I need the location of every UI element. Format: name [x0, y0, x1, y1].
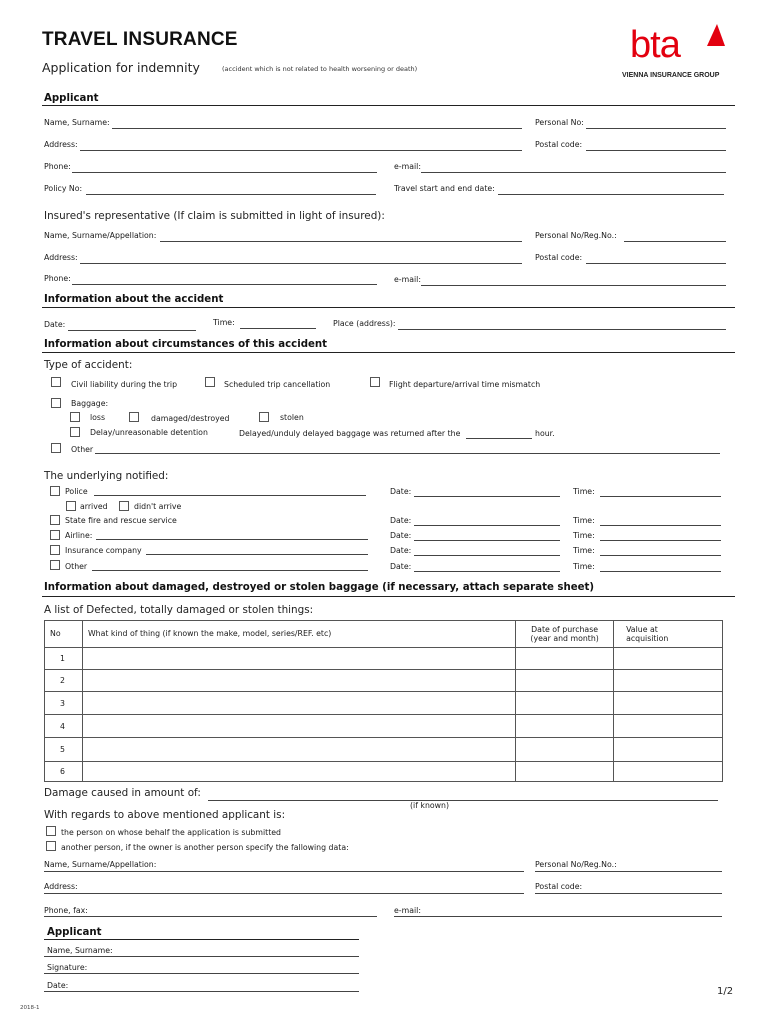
footer-applicant-heading: Applicant	[47, 927, 102, 938]
rep-phone-label: Phone:	[44, 274, 71, 283]
rep-email-label: e-mail:	[394, 275, 421, 284]
things-table-header	[45, 621, 723, 648]
things-table	[44, 620, 723, 782]
logo-group-text: VIENNA INSURANCE GROUP	[622, 72, 720, 79]
type-of-accident-heading: Type of accident:	[44, 359, 133, 371]
police-field[interactable]	[94, 495, 366, 496]
owner-phone-field[interactable]	[44, 916, 377, 917]
footer-name-field[interactable]	[44, 956, 359, 957]
if-known-label: (if known)	[410, 801, 450, 810]
row-date-cell[interactable]	[516, 715, 614, 738]
rep-name-label: Name, Surname/Appellation:	[44, 231, 157, 240]
row-value-cell[interactable]	[614, 692, 723, 715]
row-thing-cell[interactable]	[82, 648, 515, 670]
page-number: 1/2	[717, 986, 734, 997]
insurance-time-field[interactable]	[600, 555, 721, 556]
police-date-label: Date:	[390, 487, 412, 496]
baggage-label: Baggage:	[71, 399, 109, 408]
loss-label: loss	[90, 413, 106, 422]
table-row	[45, 648, 723, 670]
other-time-field[interactable]	[600, 571, 721, 572]
fire-checkbox[interactable]	[50, 515, 60, 525]
owner-postal-field[interactable]	[535, 893, 722, 894]
applicant-postal-field[interactable]	[586, 150, 726, 151]
other-notified-field[interactable]	[92, 570, 368, 571]
footer-signature-label: Signature:	[47, 963, 88, 972]
rep-address-field[interactable]	[80, 263, 522, 264]
applicant-heading: Applicant	[44, 93, 99, 104]
applicant-personal-no-field[interactable]	[586, 128, 726, 129]
loss-checkbox[interactable]	[70, 412, 80, 422]
applicant-personal-no-label: Personal No:	[535, 118, 584, 127]
applicant-postal-label: Postal code:	[535, 140, 583, 149]
applicant-divider	[42, 105, 735, 106]
row-date-cell[interactable]	[516, 670, 614, 692]
damage-amount-field[interactable]	[208, 800, 718, 801]
scheduled-cancel-label: Scheduled trip cancellation	[224, 380, 331, 389]
scheduled-cancel-checkbox[interactable]	[205, 377, 215, 387]
footer-date-label: Date:	[47, 981, 69, 990]
insurance-field[interactable]	[146, 554, 368, 555]
row-value-cell[interactable]	[614, 648, 723, 670]
owner-email-label: e-mail:	[394, 906, 421, 915]
baggage-info-divider	[42, 596, 735, 597]
row-number: 4	[45, 715, 83, 738]
owner-email-field[interactable]	[394, 916, 722, 917]
rep-postal-field[interactable]	[586, 263, 726, 264]
row-thing-cell[interactable]	[82, 715, 515, 738]
row-thing-cell[interactable]	[82, 762, 515, 782]
stolen-label: stolen	[280, 413, 304, 422]
applicant-travel-dates-field[interactable]	[498, 194, 724, 195]
col-value	[614, 621, 723, 648]
civil-liability-checkbox[interactable]	[51, 377, 61, 387]
delayed-returned-label: Delayed/unduly delayed baggage was returned after the	[239, 429, 461, 438]
insurance-date-label: Date:	[390, 546, 412, 555]
damage-amount-label: Damage caused in amount of:	[44, 787, 201, 799]
airline-time-label: Time:	[573, 531, 595, 540]
applicant-name-label: Name, Surname:	[44, 118, 110, 127]
airline-label: Airline:	[65, 531, 93, 540]
notified-heading: The underlying notified:	[44, 470, 169, 482]
fire-date-label: Date:	[390, 516, 412, 525]
delayed-hours-field[interactable]	[466, 438, 532, 439]
row-thing-cell[interactable]	[82, 738, 515, 762]
rep-personal-no-label: Personal No/Reg.No.:	[535, 231, 617, 240]
row-number: 5	[45, 738, 83, 762]
other-accident-checkbox[interactable]	[51, 443, 61, 453]
hour-label: hour.	[535, 429, 555, 438]
didnt-arrive-label: didn't arrive	[134, 502, 182, 511]
table-row	[45, 715, 723, 738]
police-date-field[interactable]	[414, 496, 560, 497]
baggage-info-heading: Information about damaged, destroyed or stolen baggage (if necessary, attach separate sheet)	[44, 582, 595, 593]
owner-self-label: the person on whose behalf the application is submitted	[61, 828, 281, 837]
accident-place-label: Place (address):	[333, 319, 396, 328]
form-version: 2018-1	[20, 1005, 40, 1011]
other-date-field[interactable]	[414, 571, 560, 572]
form-subtitle: Application for indemnity	[42, 60, 200, 75]
didnt-arrive-checkbox[interactable]	[119, 501, 129, 511]
flight-mismatch-label: Flight departure/arrival time mismatch	[389, 380, 541, 389]
regards-label: With regards to above mentioned applicant is:	[44, 809, 286, 821]
owner-address-field[interactable]	[44, 893, 524, 894]
footer-name-label: Name, Surname:	[47, 946, 113, 955]
bta-logo	[620, 20, 730, 82]
insurance-label: Insurance company	[65, 546, 142, 555]
applicant-phone-label: Phone:	[44, 162, 71, 171]
applicant-phone-field[interactable]	[72, 172, 377, 173]
owner-postal-label: Postal code:	[535, 882, 583, 891]
col-value-line1: Value at	[626, 625, 658, 634]
logo-sail-icon	[705, 22, 727, 48]
footer-date-field[interactable]	[44, 991, 359, 992]
table-row	[45, 738, 723, 762]
row-thing-cell[interactable]	[82, 692, 515, 715]
police-time-label: Time:	[573, 487, 595, 496]
fire-date-field[interactable]	[414, 525, 560, 526]
table-row	[45, 692, 723, 715]
row-date-cell[interactable]	[516, 762, 614, 782]
row-value-cell[interactable]	[614, 670, 723, 692]
other-notified-checkbox[interactable]	[50, 560, 60, 570]
damaged-label: damaged/destroyed	[151, 414, 230, 423]
other-accident-label: Other	[71, 445, 94, 454]
airline-checkbox[interactable]	[50, 530, 60, 540]
row-number: 1	[45, 648, 83, 670]
owner-name-label: Name, Surname/Appellation:	[44, 860, 157, 869]
airline-date-field[interactable]	[414, 540, 560, 541]
row-value-cell[interactable]	[614, 738, 723, 762]
delay-label: Delay/unreasonable detention	[90, 428, 208, 437]
row-value-cell[interactable]	[614, 715, 723, 738]
police-time-field[interactable]	[600, 496, 721, 497]
representative-heading: Insured's representative (If claim is submitted in light of insured):	[44, 210, 385, 222]
row-date-cell[interactable]	[516, 692, 614, 715]
row-date-cell[interactable]	[516, 738, 614, 762]
airline-time-field[interactable]	[600, 540, 721, 541]
things-list-heading: A list of Defected, totally damaged or stolen things:	[44, 604, 314, 616]
accident-time-label: Time:	[213, 318, 235, 327]
row-number: 2	[45, 670, 83, 692]
applicant-email-label: e-mail:	[394, 162, 421, 171]
accident-date-label: Date:	[44, 320, 66, 329]
insurance-time-label: Time:	[573, 546, 595, 555]
airline-field[interactable]	[96, 539, 368, 540]
rep-postal-label: Postal code:	[535, 253, 583, 262]
arrived-checkbox[interactable]	[66, 501, 76, 511]
delay-checkbox[interactable]	[70, 427, 80, 437]
applicant-policy-field[interactable]	[86, 194, 376, 195]
fire-time-field[interactable]	[600, 525, 721, 526]
owner-personal-no-label: Personal No/Reg.No.:	[535, 860, 617, 869]
col-purchase-line2: (year and month)	[530, 634, 599, 643]
row-thing-cell[interactable]	[82, 670, 515, 692]
form-subtitle-note: (accident which is not related to health worsening or death)	[222, 65, 418, 73]
police-checkbox[interactable]	[50, 486, 60, 496]
rep-address-label: Address:	[44, 253, 78, 262]
arrived-label: arrived	[80, 502, 108, 511]
baggage-checkbox[interactable]	[51, 398, 61, 408]
rep-personal-no-field[interactable]	[624, 241, 726, 242]
flight-mismatch-checkbox[interactable]	[370, 377, 380, 387]
circumstances-heading: Information about circumstances of this accident	[44, 339, 328, 350]
stolen-checkbox[interactable]	[259, 412, 269, 422]
row-number: 6	[45, 762, 83, 782]
applicant-address-field[interactable]	[80, 150, 522, 151]
col-no: No	[45, 621, 83, 648]
airline-date-label: Date:	[390, 531, 412, 540]
police-label: Police	[65, 487, 88, 496]
insurance-checkbox[interactable]	[50, 545, 60, 555]
insurance-date-field[interactable]	[414, 555, 560, 556]
owner-other-checkbox[interactable]	[46, 841, 56, 851]
owner-name-field[interactable]	[44, 871, 524, 872]
col-purchase-date	[516, 621, 614, 648]
circumstances-divider	[42, 352, 735, 353]
table-row	[45, 762, 723, 782]
fire-time-label: Time:	[573, 516, 595, 525]
logo-wordmark: bta	[630, 24, 680, 66]
accident-place-field[interactable]	[398, 329, 726, 330]
table-row	[45, 670, 723, 692]
rep-name-field[interactable]	[160, 241, 522, 242]
other-time-label: Time:	[573, 562, 595, 571]
fire-label: State fire and rescue service	[65, 516, 177, 525]
other-date-label: Date:	[390, 562, 412, 571]
accident-date-field[interactable]	[68, 330, 196, 331]
col-thing: What kind of thing (if known the make, model, series/REF. etc)	[82, 621, 515, 648]
row-date-cell[interactable]	[516, 648, 614, 670]
accident-time-field[interactable]	[240, 328, 316, 329]
applicant-name-field[interactable]	[112, 128, 522, 129]
applicant-travel-dates-label: Travel start and end date:	[394, 184, 495, 193]
owner-personal-no-field[interactable]	[535, 871, 722, 872]
applicant-email-field[interactable]	[421, 172, 726, 173]
accident-heading: Information about the accident	[44, 294, 224, 305]
rep-phone-field[interactable]	[72, 284, 377, 285]
accident-divider	[42, 307, 735, 308]
footer-applicant-divider	[44, 939, 359, 940]
owner-other-label: another person, if the owner is another person specify the fallowing data:	[61, 843, 349, 852]
rep-email-field[interactable]	[421, 285, 726, 286]
owner-self-checkbox[interactable]	[46, 826, 56, 836]
applicant-policy-label: Policy No:	[44, 184, 83, 193]
row-number: 3	[45, 692, 83, 715]
applicant-address-label: Address:	[44, 140, 78, 149]
owner-address-label: Address:	[44, 882, 78, 891]
owner-phone-label: Phone, fax:	[44, 906, 88, 915]
col-purchase-line1: Date of purchase	[531, 625, 599, 634]
other-notified-label: Other	[65, 562, 88, 571]
row-value-cell[interactable]	[614, 762, 723, 782]
civil-liability-label: Civil liability during the trip	[71, 380, 178, 389]
form-title: TRAVEL INSURANCE	[42, 29, 238, 50]
col-value-line2: acquisition	[626, 634, 669, 643]
footer-signature-field[interactable]	[44, 973, 359, 974]
damaged-checkbox[interactable]	[129, 412, 139, 422]
other-accident-field[interactable]	[95, 453, 720, 454]
